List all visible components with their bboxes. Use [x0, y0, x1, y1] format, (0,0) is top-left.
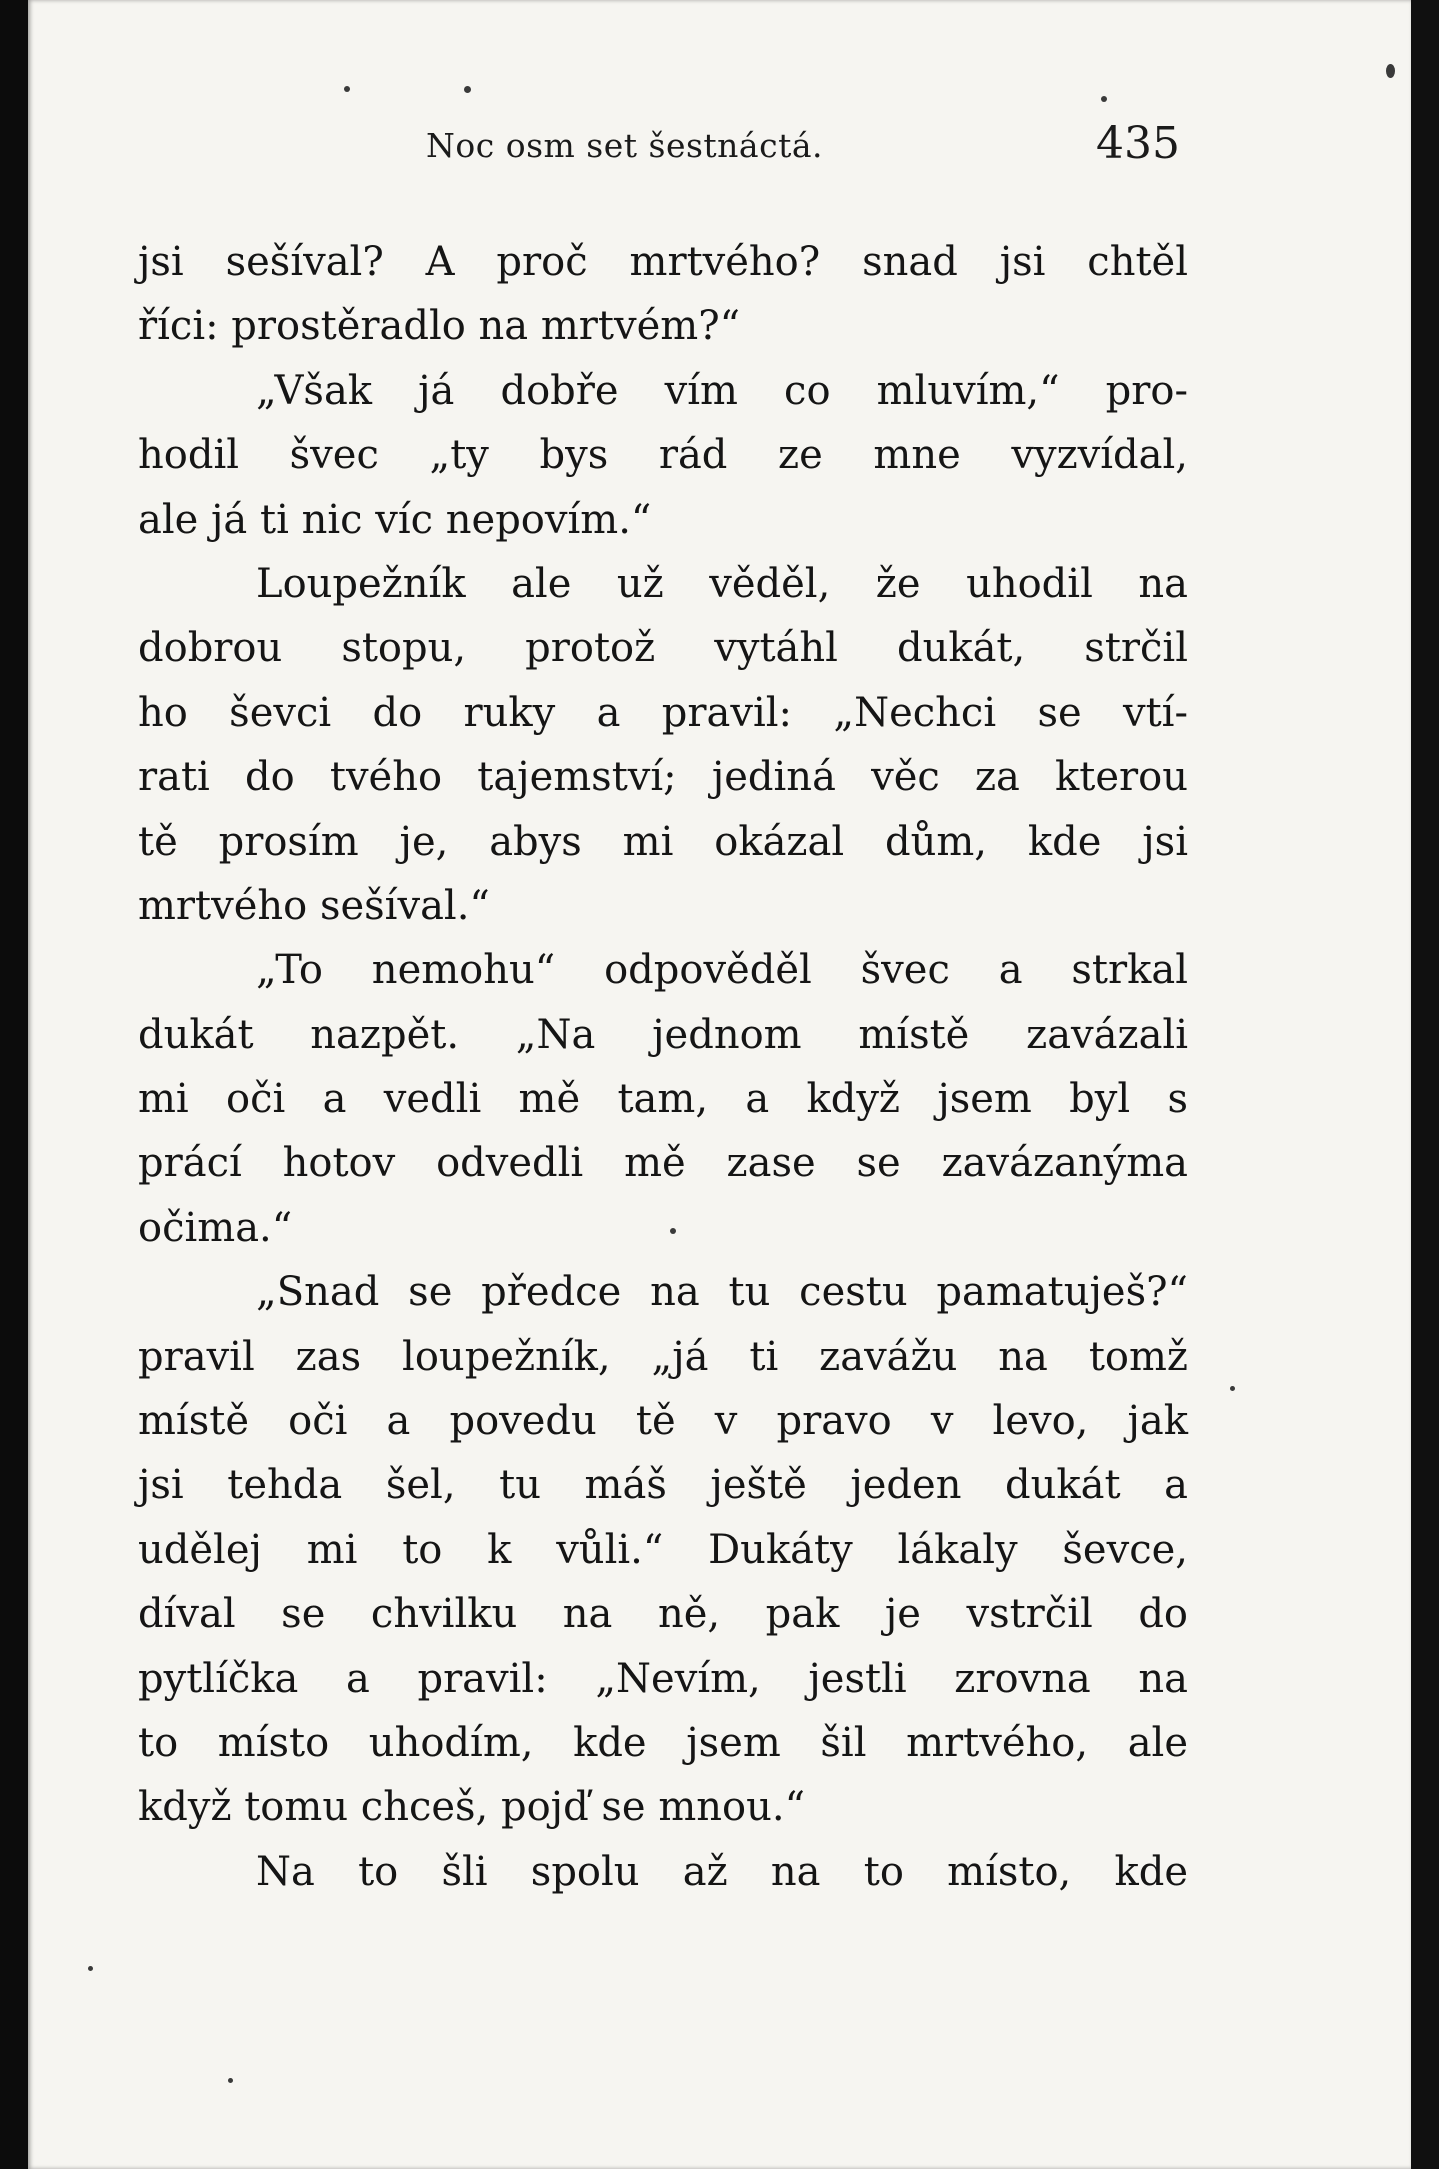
paper-speck [88, 1966, 93, 1971]
text-line: když tomu chceš, pojď se mnou.“ [138, 1784, 806, 1831]
text-line: díval se chvilku na ně, pak je vstrčil do [138, 1591, 1188, 1638]
scan-left-edge [0, 0, 30, 2169]
text-line: místě oči a povedu tě v pravo v levo, jak [138, 1398, 1188, 1445]
paper-speck [228, 2078, 233, 2083]
text-line: „Však já dobře vím co mluvím,“ pro- [256, 367, 1188, 414]
text-line: „Snad se předce na tu cestu pamatuješ?“ [256, 1269, 1188, 1316]
text-line: hodil švec „ty bys rád ze mne vyzvídal, [138, 432, 1188, 479]
text-line: jsi sešíval? A proč mrtvého? snad jsi chtěl [138, 239, 1188, 285]
paper-speck [1386, 64, 1395, 78]
text-line: ale já ti nic víc nepovím.“ [138, 496, 652, 543]
text-line: pytlíčka a pravil: „Nevím, jestli zrovna na [138, 1655, 1188, 1702]
paper-speck [1101, 96, 1107, 102]
running-title: Noc osm set šestnáctá. [426, 126, 824, 165]
text-line: říci: prostěradlo na mrtvém?“ [138, 303, 741, 350]
text-line: očima.“ [138, 1204, 293, 1251]
paper-speck [344, 86, 350, 92]
text-line: tě prosím je, abys mi okázal dům, kde jsi [138, 818, 1188, 865]
page-number: 435 [1096, 118, 1180, 169]
text-line: dukát nazpět. „Na jednom místě zavázali [138, 1011, 1188, 1058]
text-line: jsi tehda šel, tu máš ještě jeden dukát a [138, 1462, 1188, 1509]
page-header [400, 118, 1180, 178]
text-line: ho ševci do ruky a pravil: „Nechci se vtí- [138, 689, 1188, 736]
text-line: Loupežník ale už věděl, že uhodil na [256, 560, 1188, 607]
text-line: Na to šli spolu až na to místo, kde [256, 1848, 1188, 1895]
text-line: mrtvého sešíval.“ [138, 882, 490, 929]
text-line: rati do tvého tajemství; jediná věc za kterou [138, 754, 1188, 801]
text-line: dobrou stopu, protož vytáhl dukát, strčil [138, 625, 1188, 672]
scan-right-edge [1411, 0, 1439, 2169]
text-line: prácí hotov odvedli mě zase se zavázanýma [138, 1140, 1188, 1187]
text-line: mi oči a vedli mě tam, a když jsem byl s [138, 1076, 1188, 1123]
text-line: pravil zas loupežník, „já ti zavážu na tomž [138, 1333, 1188, 1380]
text-line: to místo uhodím, kde jsem šil mrtvého, ale [138, 1719, 1188, 1766]
paper-speck [1230, 1386, 1235, 1391]
paper-speck [464, 86, 471, 93]
text-line: udělej mi to k vůli.“ Dukáty lákaly ševce, [138, 1526, 1188, 1573]
text-line: „To nemohu“ odpověděl švec a strkal [256, 947, 1188, 994]
body-text [138, 230, 1188, 1904]
